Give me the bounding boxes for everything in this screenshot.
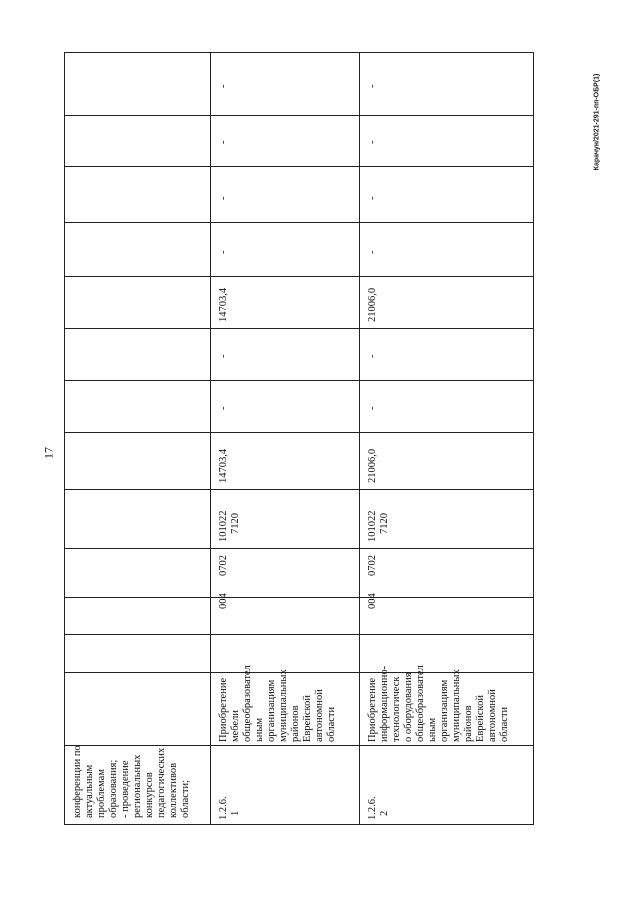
row3-name-line: Еврейской: [475, 695, 486, 742]
row3-c7: -: [367, 84, 378, 88]
row2-name-line: области: [326, 706, 337, 742]
row2-name-line: ьным: [254, 717, 265, 742]
row2-c5: -: [218, 196, 229, 200]
row2-c1: -: [218, 406, 229, 410]
row2-csr-line: 101022: [218, 510, 229, 542]
page-number: 17: [41, 447, 56, 459]
row3-c2: -: [367, 354, 378, 358]
row3-name-line: муниципальных: [451, 669, 462, 742]
row2-c3: 14703,4: [218, 287, 229, 322]
row3-name-line: о оборудования: [403, 672, 414, 742]
row3-name-line: ьным: [427, 717, 438, 742]
row3-grbs: 004: [367, 593, 378, 609]
row2-name-line: организациям: [266, 679, 277, 742]
row2-c2: -: [218, 354, 229, 358]
row1-name-line: образования;: [108, 759, 119, 818]
row3-name-line: технологическ: [391, 676, 402, 742]
row3-total: 21006,0: [367, 448, 378, 483]
row1-name-line: - проведение: [120, 760, 131, 818]
row2-c7: -: [218, 84, 229, 88]
row3-csr: [367, 511, 391, 543]
row2-csr-line: 7120: [230, 513, 241, 534]
row2-grbs: 004: [218, 593, 229, 609]
row3-name-line: организациям: [439, 679, 450, 742]
row2-rz: 0702: [218, 555, 229, 576]
row3-name-line: общеобразовател: [415, 665, 426, 742]
row3-name-line: районов: [463, 705, 474, 742]
row2-total: 14703,4: [218, 448, 229, 483]
row3-csr-line: 7120: [379, 513, 390, 534]
row2-name-line: районов: [290, 705, 301, 742]
row3-name-line: информационно-: [379, 665, 390, 742]
row2-code-line: 1.2.6.: [218, 796, 229, 820]
row2-name-line: муниципальных: [278, 669, 289, 742]
row3-code-line: 1.2.6.: [367, 796, 378, 820]
row1-name-line: конкурсов: [144, 772, 155, 818]
row2-csr: [218, 511, 242, 543]
row2-name-line: автономной: [314, 689, 325, 742]
row2-name-line: Еврейской: [302, 695, 313, 742]
row3-code-line: 2: [379, 810, 390, 816]
row3-code: [367, 796, 391, 820]
row1-name-line: актуальным: [84, 764, 95, 818]
row2-name-line: Приобретение: [218, 677, 229, 742]
row3-c5: -: [367, 196, 378, 200]
row3-c3: 21006,0: [367, 287, 378, 322]
row1-name-line: педагогических: [156, 747, 167, 818]
row2-name-line: мебели: [230, 709, 241, 742]
row2-code-line: 1: [230, 810, 241, 816]
row2-name: [218, 665, 338, 742]
document-registration-note: Карачун/2021-291-пп-ОБР(1): [593, 73, 601, 171]
row1-name: [72, 745, 192, 818]
row2-c6: -: [218, 140, 229, 144]
row3-csr-line: 101022: [367, 510, 378, 542]
row1-name-line: коллективов: [168, 762, 179, 818]
row3-rz: 0702: [367, 555, 378, 576]
row3-name: [367, 665, 511, 742]
row1-name-line: конференции по: [72, 745, 83, 818]
row1-name-line: области;: [180, 779, 191, 818]
row1-name-line: региональных: [132, 754, 143, 818]
row3-name-line: автономной: [487, 689, 498, 742]
row3-c4: -: [367, 250, 378, 254]
row2-code: [218, 796, 242, 820]
row2-c4: -: [218, 250, 229, 254]
budget-table: [64, 52, 534, 825]
row1-name-line: проблемам: [96, 769, 107, 818]
row3-c6: -: [367, 140, 378, 144]
row2-name-line: общеобразовател: [242, 665, 253, 742]
row3-c1: -: [367, 406, 378, 410]
row3-name-line: Приобретение: [367, 677, 378, 742]
row3-name-line: области: [499, 706, 510, 742]
